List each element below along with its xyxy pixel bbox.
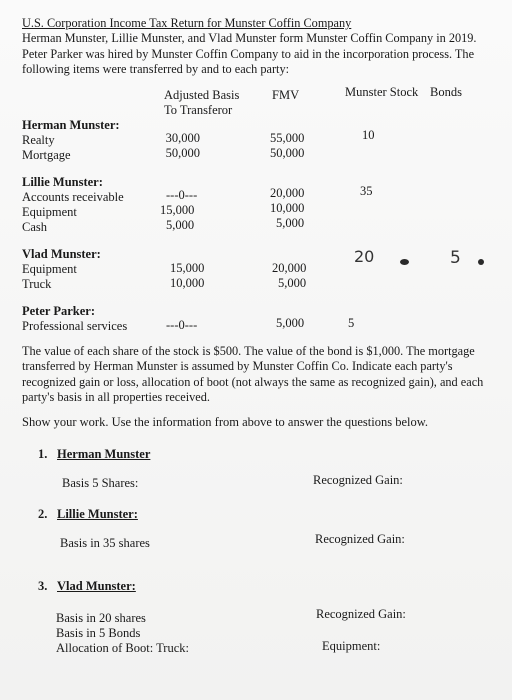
- intro-block: [22, 16, 490, 78]
- peter-services-basis: ---0---: [166, 318, 198, 332]
- lillie-cash-fmv: 5,000: [276, 216, 305, 230]
- header-adjusted-basis: Adjusted Basis: [164, 88, 240, 102]
- q3-basis-shares-label: Basis in 20 shares: [56, 611, 146, 625]
- intro-line: Peter Parker was hired by Munster Coffin Company to aid in the incorporation process. The: [22, 46, 475, 61]
- ink-dot: [478, 259, 484, 265]
- header-munster-stock: Munster Stock: [345, 85, 419, 99]
- peter-services-fmv: 5,000: [276, 316, 305, 330]
- q2-heading: Lillie Munster:: [57, 507, 138, 521]
- paragraph-line: party's basis in all properties received.: [22, 390, 210, 405]
- header-to-transferor: To Transferor: [164, 103, 233, 117]
- herman-mortgage-fmv: 50,000: [270, 146, 305, 160]
- header-bonds: Bonds: [430, 85, 462, 99]
- vlad-bonds-handwritten: 5: [450, 248, 461, 268]
- peter-stock: 5: [348, 316, 355, 330]
- lillie-ar-basis: ---0---: [166, 188, 198, 202]
- herman-realty-fmv: 55,000: [270, 131, 305, 145]
- header-fmv: FMV: [272, 88, 300, 102]
- herman-mortgage-basis: 50,000: [165, 146, 200, 160]
- q3-equipment-label: Equipment:: [322, 639, 381, 653]
- q3-gain-label: Recognized Gain:: [316, 607, 406, 621]
- herman-item-mortgage: Mortgage: [22, 148, 71, 162]
- vlad-truck-basis: 10,000: [170, 276, 205, 290]
- paragraph-line: The value of each share of the stock is $500. The value of the bond is $1,000. The mortgage: [22, 344, 475, 358]
- lillie-item-ar: Accounts receivable: [22, 190, 124, 204]
- q3-number: 3.: [38, 579, 48, 593]
- paragraph-line: transferred by Herman Munster is assumed by Munster Coffin Co. Indicate each party's: [22, 359, 453, 374]
- q1-gain-label: Recognized Gain:: [313, 473, 403, 487]
- vlad-item-equipment: Equipment: [22, 262, 77, 276]
- intro-line: following items were transferred by and to each party:: [22, 62, 290, 77]
- paragraph-line: recognized gain or loss, allocation of boot (not always the same as recognized gain), and each: [22, 374, 484, 389]
- intro-line: Herman Munster, Lillie Munster, and Vlad Munster form Munster Coffin Company in 2019.: [22, 31, 477, 46]
- vlad-name: Vlad Munster:: [22, 247, 101, 261]
- q3-heading: Vlad Munster:: [57, 579, 136, 593]
- q2-gain-label: Recognized Gain:: [315, 532, 405, 546]
- lillie-equipment-fmv: 10,000: [270, 201, 305, 215]
- vlad-item-truck: Truck: [22, 277, 52, 291]
- vlad-truck-fmv: 5,000: [278, 276, 307, 290]
- q1-number: 1.: [38, 447, 48, 461]
- vlad-equipment-basis: 15,000: [170, 261, 205, 275]
- vlad-stock-handwritten: 20: [354, 247, 375, 266]
- herman-realty-basis: 30,000: [165, 131, 200, 145]
- lillie-ar-fmv: 20,000: [270, 186, 305, 200]
- lillie-item-cash: Cash: [22, 220, 47, 234]
- ink-dot: [400, 259, 409, 265]
- lillie-cash-basis: 5,000: [166, 218, 195, 232]
- q2-basis-label: Basis in 35 shares: [60, 536, 150, 550]
- lillie-name: Lillie Munster:: [22, 175, 103, 189]
- herman-stock: 10: [362, 128, 375, 142]
- q3-basis-bonds-label: Basis in 5 Bonds: [56, 626, 141, 640]
- herman-item-realty: Realty: [22, 133, 55, 147]
- herman-name: Herman Munster:: [22, 118, 120, 132]
- lillie-item-equipment: Equipment: [22, 205, 77, 219]
- vlad-equipment-fmv: 20,000: [272, 261, 307, 275]
- show-work-instruction: Show your work. Use the information from above to answer the questions below.: [22, 415, 429, 429]
- q3-boot-label: Allocation of Boot: Truck:: [56, 641, 189, 655]
- q2-number: 2.: [38, 507, 48, 521]
- peter-name: Peter Parker:: [22, 304, 95, 318]
- document-title: U.S. Corporation Income Tax Return for Munster Coffin Company: [22, 16, 352, 30]
- peter-item-services: Professional services: [22, 319, 128, 333]
- lillie-stock: 35: [360, 184, 373, 198]
- q1-basis-label: Basis 5 Shares:: [62, 476, 139, 490]
- lillie-equipment-basis: 15,000: [160, 203, 195, 217]
- instructions-paragraph: [22, 344, 492, 406]
- q1-heading: Herman Munster: [57, 447, 151, 461]
